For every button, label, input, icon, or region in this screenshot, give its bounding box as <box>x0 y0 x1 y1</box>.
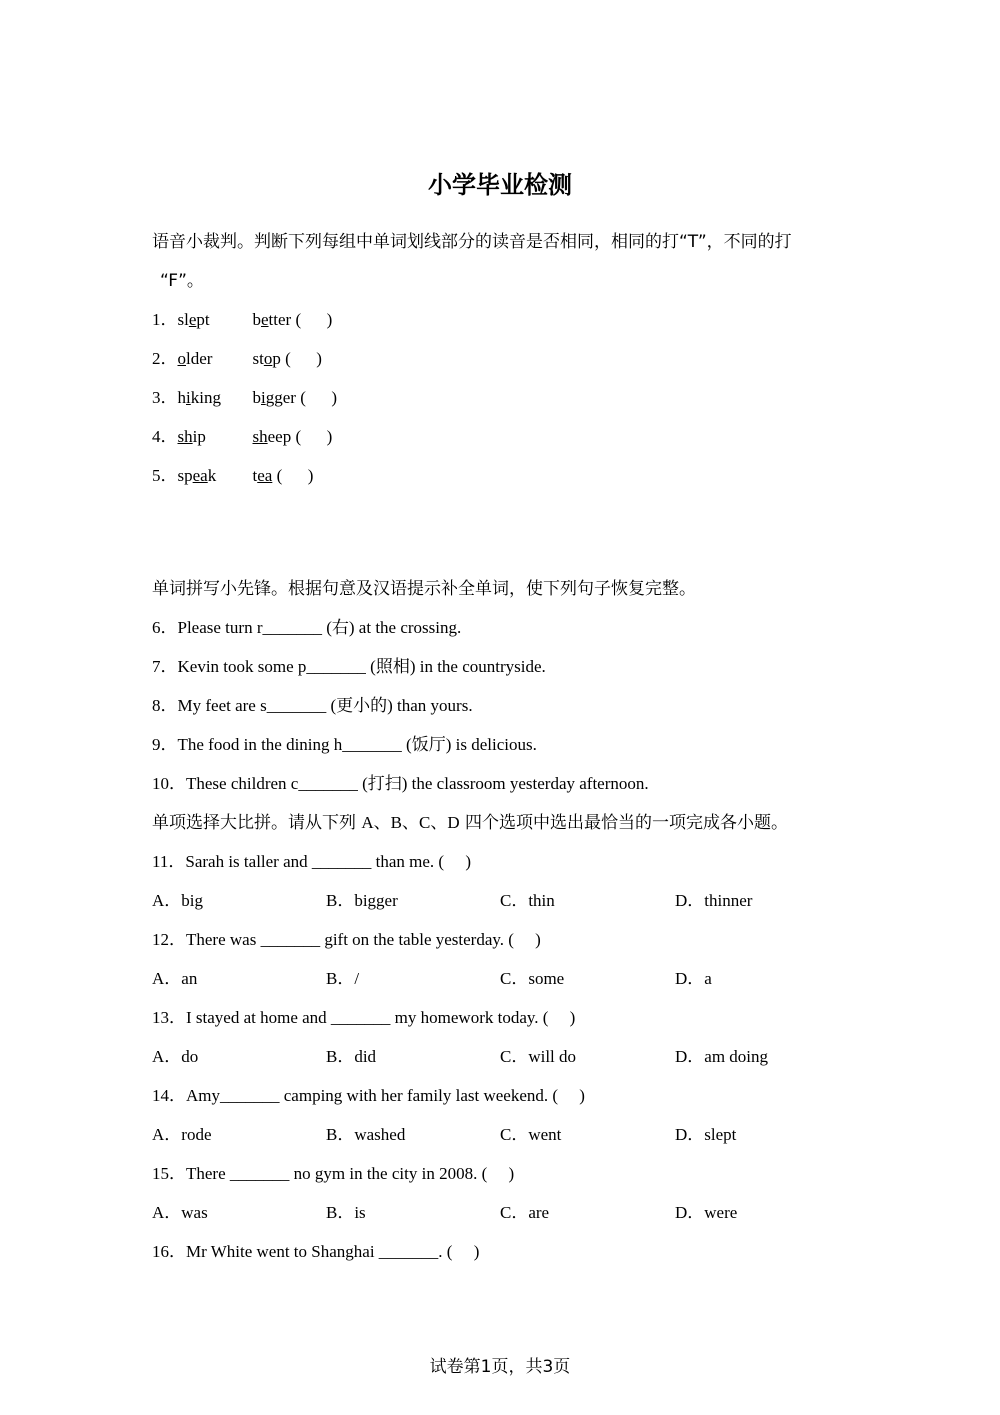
word-2-prefix: st <box>252 349 264 368</box>
option-c[interactable]: C．are <box>500 1203 550 1222</box>
word-2-prefix: t <box>252 466 258 485</box>
answer-blank: ( ) <box>291 427 333 446</box>
option-d[interactable]: D．am doing <box>675 1047 769 1066</box>
option-c[interactable]: C．some <box>500 969 565 988</box>
option-b[interactable]: B．washed <box>326 1125 406 1144</box>
word-2-prefix: b <box>252 388 261 407</box>
question-number: 5． <box>152 466 178 485</box>
question-number: 15． <box>152 1164 186 1183</box>
question-number: 16． <box>152 1242 186 1261</box>
option-d[interactable]: D．a <box>675 969 712 988</box>
spelling-item <box>152 733 537 757</box>
question-number: 13． <box>152 1008 186 1027</box>
question-number: 9． <box>152 735 178 754</box>
question-number: 3． <box>152 388 178 407</box>
word-2-prefix: b <box>252 310 261 329</box>
sentence-end: ) the classroom yesterday afternoon. <box>401 774 649 793</box>
question-number: 10． <box>152 774 186 793</box>
section1-instruction-line1: 语音小裁判。判断下列每组中单词划线部分的读音是否相同，相同的打“T”，不同的打 <box>152 232 792 252</box>
option-a[interactable]: A．do <box>152 1047 199 1066</box>
word-1-prefix: h <box>177 388 186 407</box>
phonics-item <box>152 308 332 332</box>
word-2-suffix: eep <box>267 427 292 446</box>
word-1-underlined: ea <box>192 466 208 485</box>
word-2-underlined: ea <box>257 466 273 485</box>
option-d[interactable]: D．slept <box>675 1125 737 1144</box>
word-2-underlined: e <box>261 310 269 329</box>
word-1-suffix: pt <box>196 310 210 329</box>
section2-instruction: 单词拼写小先锋。根据句意及汉语提示补全单词，使下列句子恢复完整。 <box>152 579 696 599</box>
question-text: Amy_______ camping with her family last weekend. ( ) <box>186 1086 585 1105</box>
word-1-suffix: lder <box>186 349 213 368</box>
chinese-hint: 照相 <box>375 657 410 677</box>
question-text: I stayed at home and _______ my homework today. ( ) <box>186 1008 576 1027</box>
question-text: There was _______ gift on the table yesterday. ( ) <box>186 930 541 949</box>
word-1-prefix: sp <box>177 466 193 485</box>
word-1-underlined: e <box>188 310 197 329</box>
sentence-start: My feet are s_______ ( <box>177 696 337 715</box>
word-2-suffix: tter <box>268 310 292 329</box>
option-a[interactable]: A．an <box>152 969 198 988</box>
question-number: 4． <box>152 427 178 446</box>
spelling-item <box>152 616 461 640</box>
answer-blank: ( ) <box>295 388 338 407</box>
sentence-end: ) at the crossing. <box>348 618 462 637</box>
chinese-hint: 饭厅 <box>411 735 446 755</box>
choice-question <box>152 1162 514 1186</box>
option-a[interactable]: A．big <box>152 891 203 910</box>
word-1-suffix: ip <box>192 427 206 446</box>
sentence-end: ) in the countryside. <box>409 657 546 676</box>
chinese-hint: 更小的 <box>336 696 388 716</box>
spelling-item <box>152 772 649 796</box>
chinese-hint: 右 <box>331 618 349 638</box>
page-footer: 试卷第1页，共3页 <box>429 1357 571 1377</box>
word-2-underlined: i <box>261 388 266 407</box>
answer-blank: ( ) <box>272 466 314 485</box>
word-2 <box>253 386 296 410</box>
section3-instruction-b: A、B、C、D <box>361 813 460 832</box>
option-c[interactable]: C．will do <box>500 1047 577 1066</box>
page-title: 小学毕业检测 <box>428 171 572 199</box>
option-c[interactable]: C．went <box>500 1125 562 1144</box>
choice-question <box>152 928 541 952</box>
section3-instruction <box>152 811 788 835</box>
word-2-underlined: sh <box>252 427 268 446</box>
word-1-underlined: o <box>177 349 186 368</box>
option-d[interactable]: D．were <box>675 1203 738 1222</box>
chinese-hint: 打扫 <box>367 774 402 794</box>
answer-blank: ( ) <box>280 349 322 368</box>
phonics-item <box>152 347 322 371</box>
phonics-item <box>152 386 337 410</box>
word-1-suffix: king <box>190 388 221 407</box>
question-number: 8． <box>152 696 178 715</box>
option-a[interactable]: A．rode <box>152 1125 212 1144</box>
word-1-underlined: i <box>186 388 191 407</box>
sentence-start: These children c_______ ( <box>186 774 368 793</box>
spelling-item <box>152 694 473 718</box>
phonics-item <box>152 425 332 449</box>
choice-question <box>152 850 471 874</box>
section3-instruction-c: 四个选项中选出最恰当的一项完成各小题。 <box>459 813 789 833</box>
option-c[interactable]: C．thin <box>500 891 555 910</box>
word-1 <box>178 464 253 488</box>
phonics-item <box>152 464 313 488</box>
question-text: Mr White went to Shanghai _______. ( ) <box>186 1242 480 1261</box>
sentence-start: The food in the dining h_______ ( <box>177 735 412 754</box>
question-number: 12． <box>152 930 186 949</box>
option-d[interactable]: D．thinner <box>675 891 753 910</box>
question-number: 11． <box>152 852 186 871</box>
word-2-underlined: o <box>263 349 273 368</box>
choice-question <box>152 1240 479 1264</box>
sentence-start: Please turn r_______ ( <box>177 618 332 637</box>
spelling-item <box>152 655 546 679</box>
section1-instruction-line2: “F”。 <box>160 271 204 291</box>
question-number: 6． <box>152 618 178 637</box>
option-b[interactable]: B．did <box>326 1047 377 1066</box>
question-text: Sarah is taller and _______ than me. ( ) <box>185 852 471 871</box>
word-2-suffix: gger <box>265 388 296 407</box>
word-1-suffix: k <box>207 466 217 485</box>
word-1 <box>178 425 253 449</box>
word-1 <box>178 308 253 332</box>
word-1-prefix: sl <box>177 310 189 329</box>
word-2 <box>253 464 273 488</box>
word-2 <box>253 308 292 332</box>
answer-blank: ( ) <box>291 310 333 329</box>
option-b[interactable]: B．is <box>326 1203 366 1222</box>
choice-question <box>152 1084 585 1108</box>
option-a[interactable]: A．was <box>152 1203 208 1222</box>
question-text: There _______ no gym in the city in 2008. ( ) <box>186 1164 515 1183</box>
sentence-end: ) is delicious. <box>445 735 537 754</box>
question-number: 1． <box>152 310 178 329</box>
option-b[interactable]: B．/ <box>326 969 360 988</box>
sentence-end: ) than yours. <box>387 696 473 715</box>
sentence-start: Kevin took some p_______ ( <box>177 657 376 676</box>
question-number: 14． <box>152 1086 186 1105</box>
word-1 <box>178 386 253 410</box>
word-2 <box>253 425 292 449</box>
question-number: 7． <box>152 657 178 676</box>
word-2-suffix: p <box>272 349 281 368</box>
word-2 <box>253 347 281 371</box>
word-1-underlined: sh <box>177 427 193 446</box>
section3-instruction-a: 单项选择大比拼。请从下列 <box>152 813 362 833</box>
question-number: 2． <box>152 349 178 368</box>
word-1 <box>178 347 253 371</box>
option-b[interactable]: B．bigger <box>326 891 398 910</box>
choice-question <box>152 1006 575 1030</box>
